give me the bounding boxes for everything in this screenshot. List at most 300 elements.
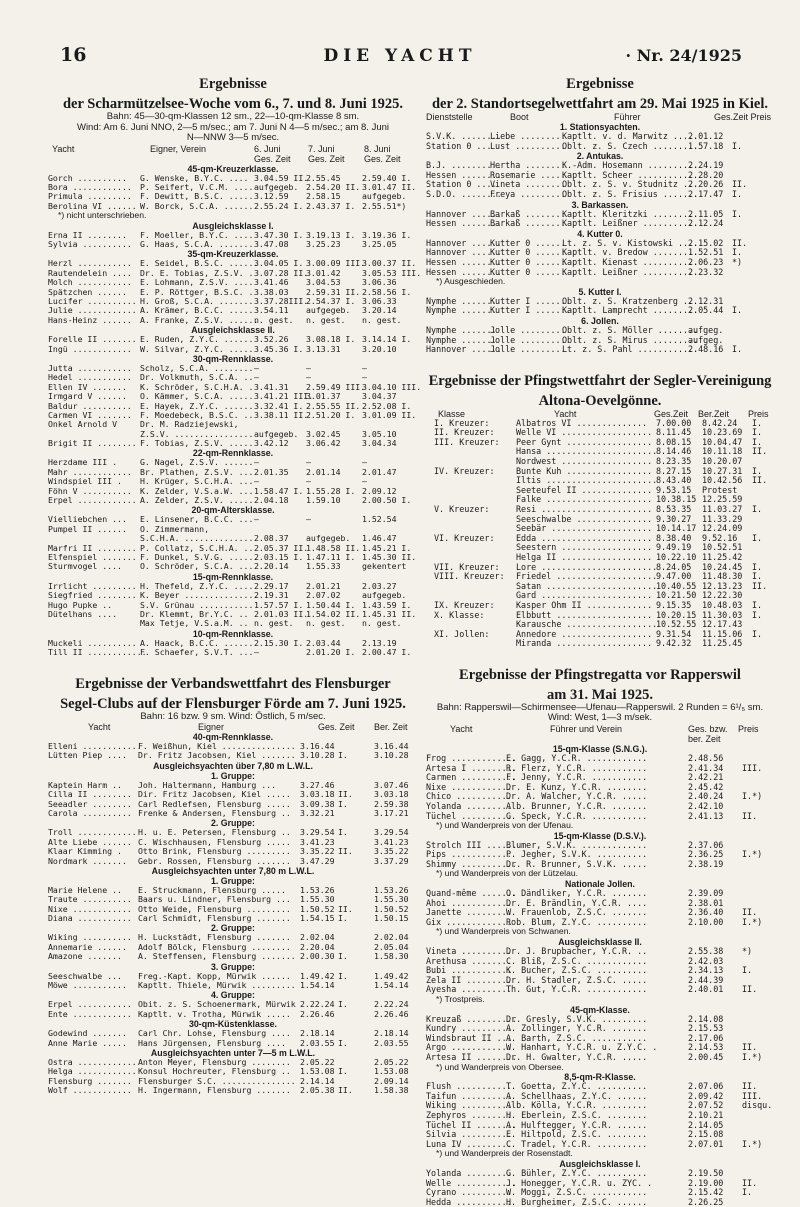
race-info: N—NNW 3—5 m/sec. xyxy=(186,132,280,143)
result-cell: Adolf Bölck, Flensburg ........ xyxy=(138,941,291,952)
column-header-cell: Ges. bzw. ber. Zeit xyxy=(688,723,728,744)
result-cell: Hertha ........ xyxy=(490,160,566,171)
footnote: *) Trostpreis. xyxy=(436,994,485,1004)
result-cell: Resi ...................... xyxy=(516,504,653,515)
result-cell: 8.42.24 xyxy=(702,417,738,428)
column-header-cell: Dienststelle xyxy=(426,112,473,122)
class-heading: 1. Gruppe: xyxy=(211,875,255,886)
result-cell: 2.41.13 xyxy=(688,810,724,821)
result-cell: Liebe ......... xyxy=(490,131,566,141)
result-cell: Elbbutt ................... xyxy=(516,609,653,620)
result-cell: 9.47.00 xyxy=(656,571,692,582)
result-cell: 1.50.52 xyxy=(300,903,335,914)
result-cell: 3.47.29 xyxy=(300,855,335,866)
result-cell: 2.17.47 xyxy=(688,188,724,199)
result-cell: I. xyxy=(338,951,348,962)
result-cell: Satan ...................... xyxy=(516,580,658,591)
result-cell: Troll ............ xyxy=(48,827,137,838)
issue-number: · Nr. 24/1925 xyxy=(625,46,742,65)
result-cell: Annedore .................. xyxy=(516,628,653,639)
result-cell: 1.54.02 II. xyxy=(306,608,361,619)
result-cell: 3.08.18 I. xyxy=(306,334,356,345)
result-cell: Wiking .......... xyxy=(426,1100,512,1111)
result-cell: Kaptlt. v. d. Marwitz ..... xyxy=(562,131,699,141)
result-cell: Ellen IV ....... xyxy=(48,381,127,392)
race-info: Wind: Am 6. Juni NNO, 2—5 m/sec.; am 7. Juni N 4—5 m/sec.; am 8. Juni xyxy=(76,121,390,133)
result-cell: 2.54.37 I. xyxy=(306,296,356,306)
result-cell: Artesa I ......... xyxy=(426,762,517,773)
result-cell: 10.04.47 xyxy=(702,436,743,447)
result-cell: VIII. Kreuzer: xyxy=(434,571,505,582)
result-cell: 1.45.31 II. xyxy=(362,608,417,619)
result-cell: 3.38.11 II. xyxy=(254,409,309,420)
result-cell: Ente ............ xyxy=(48,1008,132,1019)
result-cell: 3.47.08 xyxy=(254,239,289,250)
result-cell: Jolle ......... xyxy=(490,334,566,345)
result-cell: 1.52.54 xyxy=(362,514,397,525)
result-cell: 3.41.23 xyxy=(374,836,409,847)
result-cell: 2.54.20 II. xyxy=(306,181,361,192)
result-cell: Nixe ............ xyxy=(426,781,512,792)
result-cell: 3.06.33 xyxy=(362,296,397,306)
result-cell: 1.50.15 xyxy=(374,913,409,924)
result-cell: Lütten Piep .... xyxy=(48,750,127,761)
result-cell: Bora ............ xyxy=(48,181,132,192)
result-cell: Obit. z. S. Schoenermark, Mürwik xyxy=(138,999,296,1010)
column-header-cell: Yacht xyxy=(52,143,75,154)
class-heading: 30-qm-Küstenklasse. xyxy=(188,1019,277,1030)
column-header-cell: 6. Juni Ges. Zeit xyxy=(254,143,291,164)
result-cell: 2.40.01 xyxy=(688,984,724,995)
result-cell: Dr. E. Kunz, Y.C.R. ........ xyxy=(506,781,648,792)
result-cell: 12.17.43 xyxy=(702,619,743,630)
result-cell: Kaptlt. Leißner ........... xyxy=(562,266,699,277)
result-cell: 8.43.40 xyxy=(656,475,692,486)
column-header xyxy=(426,112,774,122)
class-heading: 22-qm-Rennklasse. xyxy=(192,448,274,459)
result-cell: 2.55.24 I. xyxy=(254,200,304,211)
result-cell: 2.07.02 xyxy=(306,590,341,601)
result-cell: 2.05.04 xyxy=(374,941,409,952)
class-heading: 35-qm-Kreuzerklasse. xyxy=(187,249,279,260)
result-cell: Gorch .......... xyxy=(48,172,127,183)
result-cell: S.D.O. ........ xyxy=(426,188,502,199)
result-cell: II. xyxy=(338,1085,353,1096)
result-cell: Forelle II ....... xyxy=(48,334,137,345)
result-cell: Anne Marie ..... xyxy=(48,1037,127,1048)
result-cell: 2.14.05 xyxy=(688,1119,724,1130)
result-cell: 2.06.23 xyxy=(688,256,724,267)
result-cell: Vineta ........ xyxy=(490,179,566,190)
result-cell: 2.14.14 xyxy=(300,1075,335,1086)
result-cell: Zephyros ........ xyxy=(426,1109,512,1120)
result-cell: 3.01.47 II. xyxy=(362,181,417,192)
result-cell: 3.42.12 xyxy=(254,438,289,449)
class-heading: Ausgleichsklasse II. xyxy=(558,937,642,948)
result-cell: XI. Jollen: xyxy=(434,628,490,639)
result-cell: Max Tetje, V.S.a.M. .. xyxy=(140,618,249,629)
result-cell: Welle ............ xyxy=(426,1177,517,1188)
result-cell: II. xyxy=(338,846,353,857)
result-cell: 2.03.44 xyxy=(306,637,341,648)
result-cell: Lore ....................... xyxy=(516,561,658,572)
result-cell: 1.57.18 xyxy=(688,140,724,151)
result-cell: 8.23.35 xyxy=(656,456,692,467)
result-cell: Carola .......... xyxy=(48,807,132,818)
result-cell: 1.58.30 xyxy=(374,951,409,962)
result-cell: — xyxy=(362,476,367,487)
class-heading: Ausgleichsyachten unter 7,80 m L.W.L. xyxy=(151,865,315,876)
result-cell: 2.15.42 xyxy=(688,1187,724,1198)
column-header-cell: Preis xyxy=(738,723,759,734)
result-cell: 2.48.16 xyxy=(688,344,724,355)
result-cell: Falke ..................... xyxy=(516,494,653,505)
result-cell: Argo ............ xyxy=(426,1042,512,1053)
result-cell: 3.16.44 xyxy=(300,741,335,751)
result-cell: 3.19.36 I. xyxy=(362,229,412,240)
result-row xyxy=(426,985,774,995)
result-cell: 3.04.37 xyxy=(362,391,397,402)
result-cell: 2.13.19 xyxy=(362,637,397,648)
result-cell: 1.55.33 xyxy=(306,561,341,572)
result-cell: Seeschwalbe ............... xyxy=(516,513,653,524)
result-cell: 2.52.08 I. xyxy=(362,400,412,411)
result-cell: 3.06.42 xyxy=(306,438,341,449)
result-cell: I. xyxy=(742,1187,753,1198)
result-cell: 3.41.23 xyxy=(300,836,335,847)
result-cell: Freya ......... xyxy=(490,188,566,199)
result-cell: C. Tradel, Y.C.R. .......... xyxy=(506,1138,648,1149)
result-cell: 2.05.37 II. xyxy=(254,542,309,553)
result-cell: Hannover ...... xyxy=(426,344,502,355)
result-cell: Kaptlt. Lamprecht ......... xyxy=(562,305,699,316)
result-cell: 11.15.06 xyxy=(702,628,743,639)
result-cell: I. xyxy=(338,1066,348,1077)
result-cell: Elleni ............ xyxy=(48,741,142,751)
result-cell: disqu. xyxy=(742,1100,773,1111)
result-cell: 2.11.05 xyxy=(688,208,724,219)
result-cell: A. Steffensen, Flensburg ....... xyxy=(138,951,296,962)
result-cell: 2.37.06 xyxy=(688,839,724,850)
result-cell: I. xyxy=(338,913,348,924)
result-cell: E. Ruden, Z.Y.C. ...... xyxy=(140,334,254,345)
result-cell: Otto Weide, Flensburg ......... xyxy=(138,903,291,914)
result-cell: Anton Meyer, Flensburg ........ xyxy=(138,1056,291,1067)
result-cell: 10.14.17 xyxy=(656,523,697,534)
result-cell: I. xyxy=(338,750,348,761)
result-row xyxy=(48,496,418,505)
result-cell: G. Wenske, B.Y.C. .... xyxy=(140,172,249,183)
section-title: am 31. Mai 1925. xyxy=(547,686,653,703)
result-cell: 2.28.20 xyxy=(688,169,724,180)
result-cell: Silvia .......... xyxy=(426,1129,512,1140)
result-cell: Dr. Klemmt, Br.Y.C. .. xyxy=(140,608,249,619)
result-cell: 1.55.30 xyxy=(374,894,409,905)
result-cell: 3.03.18 xyxy=(374,789,409,800)
result-cell: I. xyxy=(752,427,763,438)
result-cell: Onkel Arnold V xyxy=(48,419,118,430)
result-cell: Barkaß ........ xyxy=(490,218,566,229)
result-cell: Hannover ...... xyxy=(426,247,502,258)
result-cell: — xyxy=(254,362,259,373)
result-cell: 2.15.30 I. xyxy=(254,637,304,648)
result-cell: 12.22.30 xyxy=(702,590,743,601)
result-cell: 2.29.17 xyxy=(254,580,289,591)
result-cell: II. xyxy=(742,1177,758,1188)
result-cell: Marfri II ........ xyxy=(48,542,137,553)
result-cell: aufgeg. xyxy=(688,324,724,335)
result-cell: Janette ......... xyxy=(426,907,512,918)
result-cell: Erna II ........ xyxy=(48,229,127,240)
result-cell: 2.05.22 xyxy=(374,1056,409,1067)
result-cell: I. xyxy=(732,305,743,316)
result-cell: Kundry .......... xyxy=(426,1023,512,1034)
result-cell: 2.58.15 xyxy=(306,191,341,202)
result-cell: Carl Redlefsen, Flensburg ..... xyxy=(138,798,291,809)
result-row xyxy=(426,219,774,229)
result-row xyxy=(48,202,418,211)
result-row xyxy=(48,345,418,354)
result-cell: 2.05.38 xyxy=(300,1085,335,1096)
result-cell: I. Kreuzer: xyxy=(434,417,490,428)
result-cell: Ingü ............ xyxy=(48,343,132,354)
section-title: Ergebnisse xyxy=(566,76,634,92)
result-cell: J. Honegger, Y.C.R. u. ZYC. . xyxy=(506,1177,653,1188)
result-cell: II. xyxy=(742,907,758,918)
scharmuetzel-results xyxy=(48,76,422,658)
result-row xyxy=(48,1039,418,1048)
result-cell: 2.12.24 xyxy=(688,218,724,229)
column-header-cell: Eigner xyxy=(198,722,225,732)
result-cell: 3.27.46 xyxy=(300,779,335,790)
result-cell: 3.05.10 xyxy=(362,428,397,439)
result-cell: O. Kämmer, S.C.A. ..... xyxy=(140,391,254,402)
magazine-title: DIE YACHT xyxy=(323,46,477,66)
result-cell: Kaptein Harm .. xyxy=(48,779,122,790)
class-heading: 2. Gruppe: xyxy=(211,923,255,934)
result-cell: 3.16.44 xyxy=(374,741,409,751)
result-cell: 1.43.59 I. xyxy=(362,599,412,610)
result-cell: Strolch III ...... xyxy=(426,839,517,850)
result-cell: II. xyxy=(338,903,353,914)
class-heading: 40-qm-Rennklasse. xyxy=(192,732,274,742)
result-cell: 1.45.30 II. xyxy=(362,551,417,562)
result-cell: Albatros VI .............. xyxy=(516,417,648,428)
result-cell: 2.09.12 xyxy=(362,485,397,496)
section-title: Segel-Clubs auf der Flensburger Förde am 7. Juni 1925. xyxy=(60,695,406,712)
result-cell: I. xyxy=(732,247,743,258)
result-cell: G. Speck, Y.C.R. ........... xyxy=(506,810,648,821)
result-cell: 2.22.24 xyxy=(300,999,335,1010)
result-cell: Alte Liebe ...... xyxy=(48,836,132,847)
result-cell: Nordwest .................. xyxy=(516,456,653,467)
result-cell: Vielliebchen ... xyxy=(48,514,127,525)
result-row xyxy=(48,952,418,961)
result-cell: Seeadler ........ xyxy=(48,798,132,809)
result-cell: 8.11.45 xyxy=(656,427,692,438)
footnote: *) nicht unterschrieben. xyxy=(58,210,147,221)
result-cell: 2.41.34 xyxy=(688,762,724,773)
result-cell: Zela II ......... xyxy=(426,974,512,985)
result-cell: Erpel ........... xyxy=(48,999,132,1010)
result-cell: 10.42.56 xyxy=(702,475,743,486)
result-cell: n. gest. xyxy=(306,618,346,629)
result-cell: Dr. Volkmuth, S.C.A. .. xyxy=(140,372,254,383)
result-cell: 1.58.38 xyxy=(374,1085,409,1096)
column-header-cell: Preis xyxy=(748,408,769,419)
result-cell: Jolle ......... xyxy=(490,344,566,355)
result-cell: 2.05.22 xyxy=(300,1056,335,1067)
result-cell: 2.48.56 xyxy=(688,752,724,763)
section-title: Ergebnisse der Pfingstwettfahrt der Segler-Vereinigung xyxy=(428,372,772,389)
result-row xyxy=(48,857,418,866)
result-cell: — xyxy=(306,514,311,525)
result-cell: Tüchel II ........ xyxy=(426,1119,517,1130)
result-cell: 2.19.50 xyxy=(688,1167,724,1178)
result-row xyxy=(48,316,418,325)
result-cell: Windspiel III . xyxy=(48,476,122,487)
result-cell: Hessen ........ xyxy=(426,169,502,180)
result-row xyxy=(48,809,418,818)
result-cell: Seebär .................... xyxy=(516,523,653,534)
result-cell: Ahoi ............ xyxy=(426,897,512,908)
result-cell: H. Krüger, S.C.H.A. ... xyxy=(140,476,254,487)
result-cell: 1.49.42 xyxy=(374,970,409,981)
result-cell: A. Hulftegger, Y.C.R. ...... xyxy=(506,1119,648,1130)
result-cell: B.J. .......... xyxy=(426,160,502,171)
result-cell: 3.32.21 xyxy=(300,807,335,818)
result-cell: 2.01.47 xyxy=(362,466,397,477)
column-header-cell: Ges.Zeit xyxy=(654,408,689,419)
result-cell: 2.36.25 xyxy=(688,849,724,860)
result-cell: O. Schröder, S.C.A. ... xyxy=(140,561,254,572)
race-info: Bahn: Rapperswil—Schirmensee—Ufenau—Rapperswil. 2 Runden = 6¹/₅ sm. xyxy=(436,701,764,713)
result-cell: 2.18.14 xyxy=(300,1028,335,1039)
race-info: Bahn: 16 bzw. 9 sm. Wind: Östlich, 5 m/sec. xyxy=(140,710,326,722)
result-row xyxy=(426,1198,774,1207)
result-cell: 3.04.05 I. xyxy=(254,258,304,269)
result-cell: Nymphe ....... xyxy=(426,334,497,345)
result-cell: Windsbraut II ... xyxy=(426,1032,512,1043)
result-cell: 2.00.50 I. xyxy=(362,495,412,506)
column-header-cell: Ber.Zeit xyxy=(698,408,730,419)
result-cell: 2.43.37 I. xyxy=(306,200,356,211)
result-cell: I. xyxy=(732,344,743,355)
result-cell: F. Dunkel, S.V.G. ...... xyxy=(140,551,259,562)
page-header xyxy=(0,44,800,70)
result-cell: 1.50.52 xyxy=(374,903,409,914)
result-cell: Kutter 0 ...... xyxy=(490,256,566,267)
result-cell: Bubi ............ xyxy=(426,965,512,976)
result-cell: Barkaß ........ xyxy=(490,208,566,219)
class-heading: Ausgleichsklasse I. xyxy=(192,220,274,231)
class-heading: 3. Gruppe: xyxy=(211,961,255,972)
result-cell: E. Struckmann, Flensburg ..... xyxy=(138,884,286,895)
result-cell: 1.53.08 xyxy=(374,1066,409,1077)
result-cell: 2.15.02 xyxy=(688,237,724,248)
result-row xyxy=(48,439,418,448)
result-cell: Primula ......... xyxy=(48,191,132,202)
footnote: *) und Wanderpreis von der Lützelau. xyxy=(436,868,579,879)
result-cell: 2.12.31 xyxy=(688,295,724,306)
result-cell: I. xyxy=(338,999,348,1010)
result-cell: 3.04.53 xyxy=(306,277,341,288)
result-cell: II. xyxy=(732,179,748,190)
result-cell: Hannover ...... xyxy=(426,237,502,248)
result-cell: 10.27.31 xyxy=(702,465,743,476)
result-cell: 11.48.30 xyxy=(702,571,743,582)
result-cell: I.*) xyxy=(742,849,763,860)
result-cell: 2.10.00 xyxy=(688,916,724,927)
result-cell: 2.40.24 xyxy=(688,791,724,802)
result-cell: 2.01.35 xyxy=(254,466,289,477)
result-cell: I. xyxy=(742,965,753,976)
column-header-cell: Eigner, Verein xyxy=(150,143,207,154)
result-cell: Kutter I ....... xyxy=(490,305,571,316)
result-cell: 2.20.04 xyxy=(300,941,335,952)
result-cell: 3.54.11 xyxy=(254,305,289,316)
result-cell: Till II ............ xyxy=(48,647,147,658)
result-cell: Nymphe ....... xyxy=(426,295,497,306)
result-cell: Lt. z. S. v. Kistowski .... xyxy=(562,237,699,248)
result-cell: Nordmark ....... xyxy=(48,855,127,866)
result-cell: 2.02.04 xyxy=(300,932,335,943)
result-cell: — xyxy=(306,372,311,383)
result-cell: Hannover ...... xyxy=(426,208,502,219)
result-cell: W. Hanhart, Y.C.R. u. Z.Y.C. . xyxy=(506,1042,658,1053)
result-cell: E. Gagg, Y.C.R. ............ xyxy=(506,752,648,763)
result-cell: Bunte Kuh ................. xyxy=(516,465,653,476)
result-cell: 9.30.27 xyxy=(656,513,692,524)
result-cell: gekentert xyxy=(362,561,407,572)
result-cell: Th. Gut, Y.C.R. ............ xyxy=(506,984,648,995)
result-cell: Flensburg ....... xyxy=(48,1075,132,1086)
result-cell: Hedda ........... xyxy=(426,1196,512,1207)
class-heading: 1. Stationsyachten. xyxy=(559,122,641,132)
result-cell: I.*) xyxy=(742,791,763,802)
result-cell: A. Barth, Z.S.C. ........... xyxy=(506,1032,648,1043)
result-cell: H. Burgheimer, Z.S.C. ...... xyxy=(506,1196,648,1207)
result-cell: n. gest. xyxy=(362,314,402,325)
result-cell: I. xyxy=(752,628,763,639)
result-cell: Helga II .................. xyxy=(516,552,653,562)
result-cell: — xyxy=(254,457,259,468)
result-cell: 3.00.09 III. xyxy=(306,258,366,269)
result-cell: *) xyxy=(732,256,743,267)
result-cell: Artesa II ........ xyxy=(426,1051,517,1062)
result-cell: 2.36.40 xyxy=(688,907,724,918)
result-cell: 3.13.31 xyxy=(306,343,341,354)
result-cell: Flush ........... xyxy=(426,1081,512,1092)
result-cell: Hessen ........ xyxy=(426,218,502,229)
result-row xyxy=(48,751,418,760)
result-cell: — xyxy=(306,457,311,468)
result-cell: — xyxy=(306,362,311,373)
result-cell: 10.22.10 xyxy=(656,552,697,562)
result-cell: Rautendelein .... xyxy=(48,267,132,278)
result-cell: A. Krämer, B.C.C. ..... xyxy=(140,305,254,316)
result-cell: P. Collatz, S.C.H.A. .. xyxy=(140,542,254,553)
result-cell: 9.15.35 xyxy=(656,599,692,610)
result-cell: 3.10.28 xyxy=(374,750,409,761)
section-title: Altona-Oevelgönne. xyxy=(538,392,662,409)
result-cell: 2.18.14 xyxy=(374,1028,409,1039)
result-cell: Oblt. z. S. Frisius ....... xyxy=(562,188,699,199)
column-header xyxy=(48,144,418,164)
result-cell: 3.20.10 xyxy=(362,343,397,354)
result-cell: Kaptlt. v. Bredow ......... xyxy=(562,247,699,258)
result-cell: Muckeli .......... xyxy=(48,637,137,648)
